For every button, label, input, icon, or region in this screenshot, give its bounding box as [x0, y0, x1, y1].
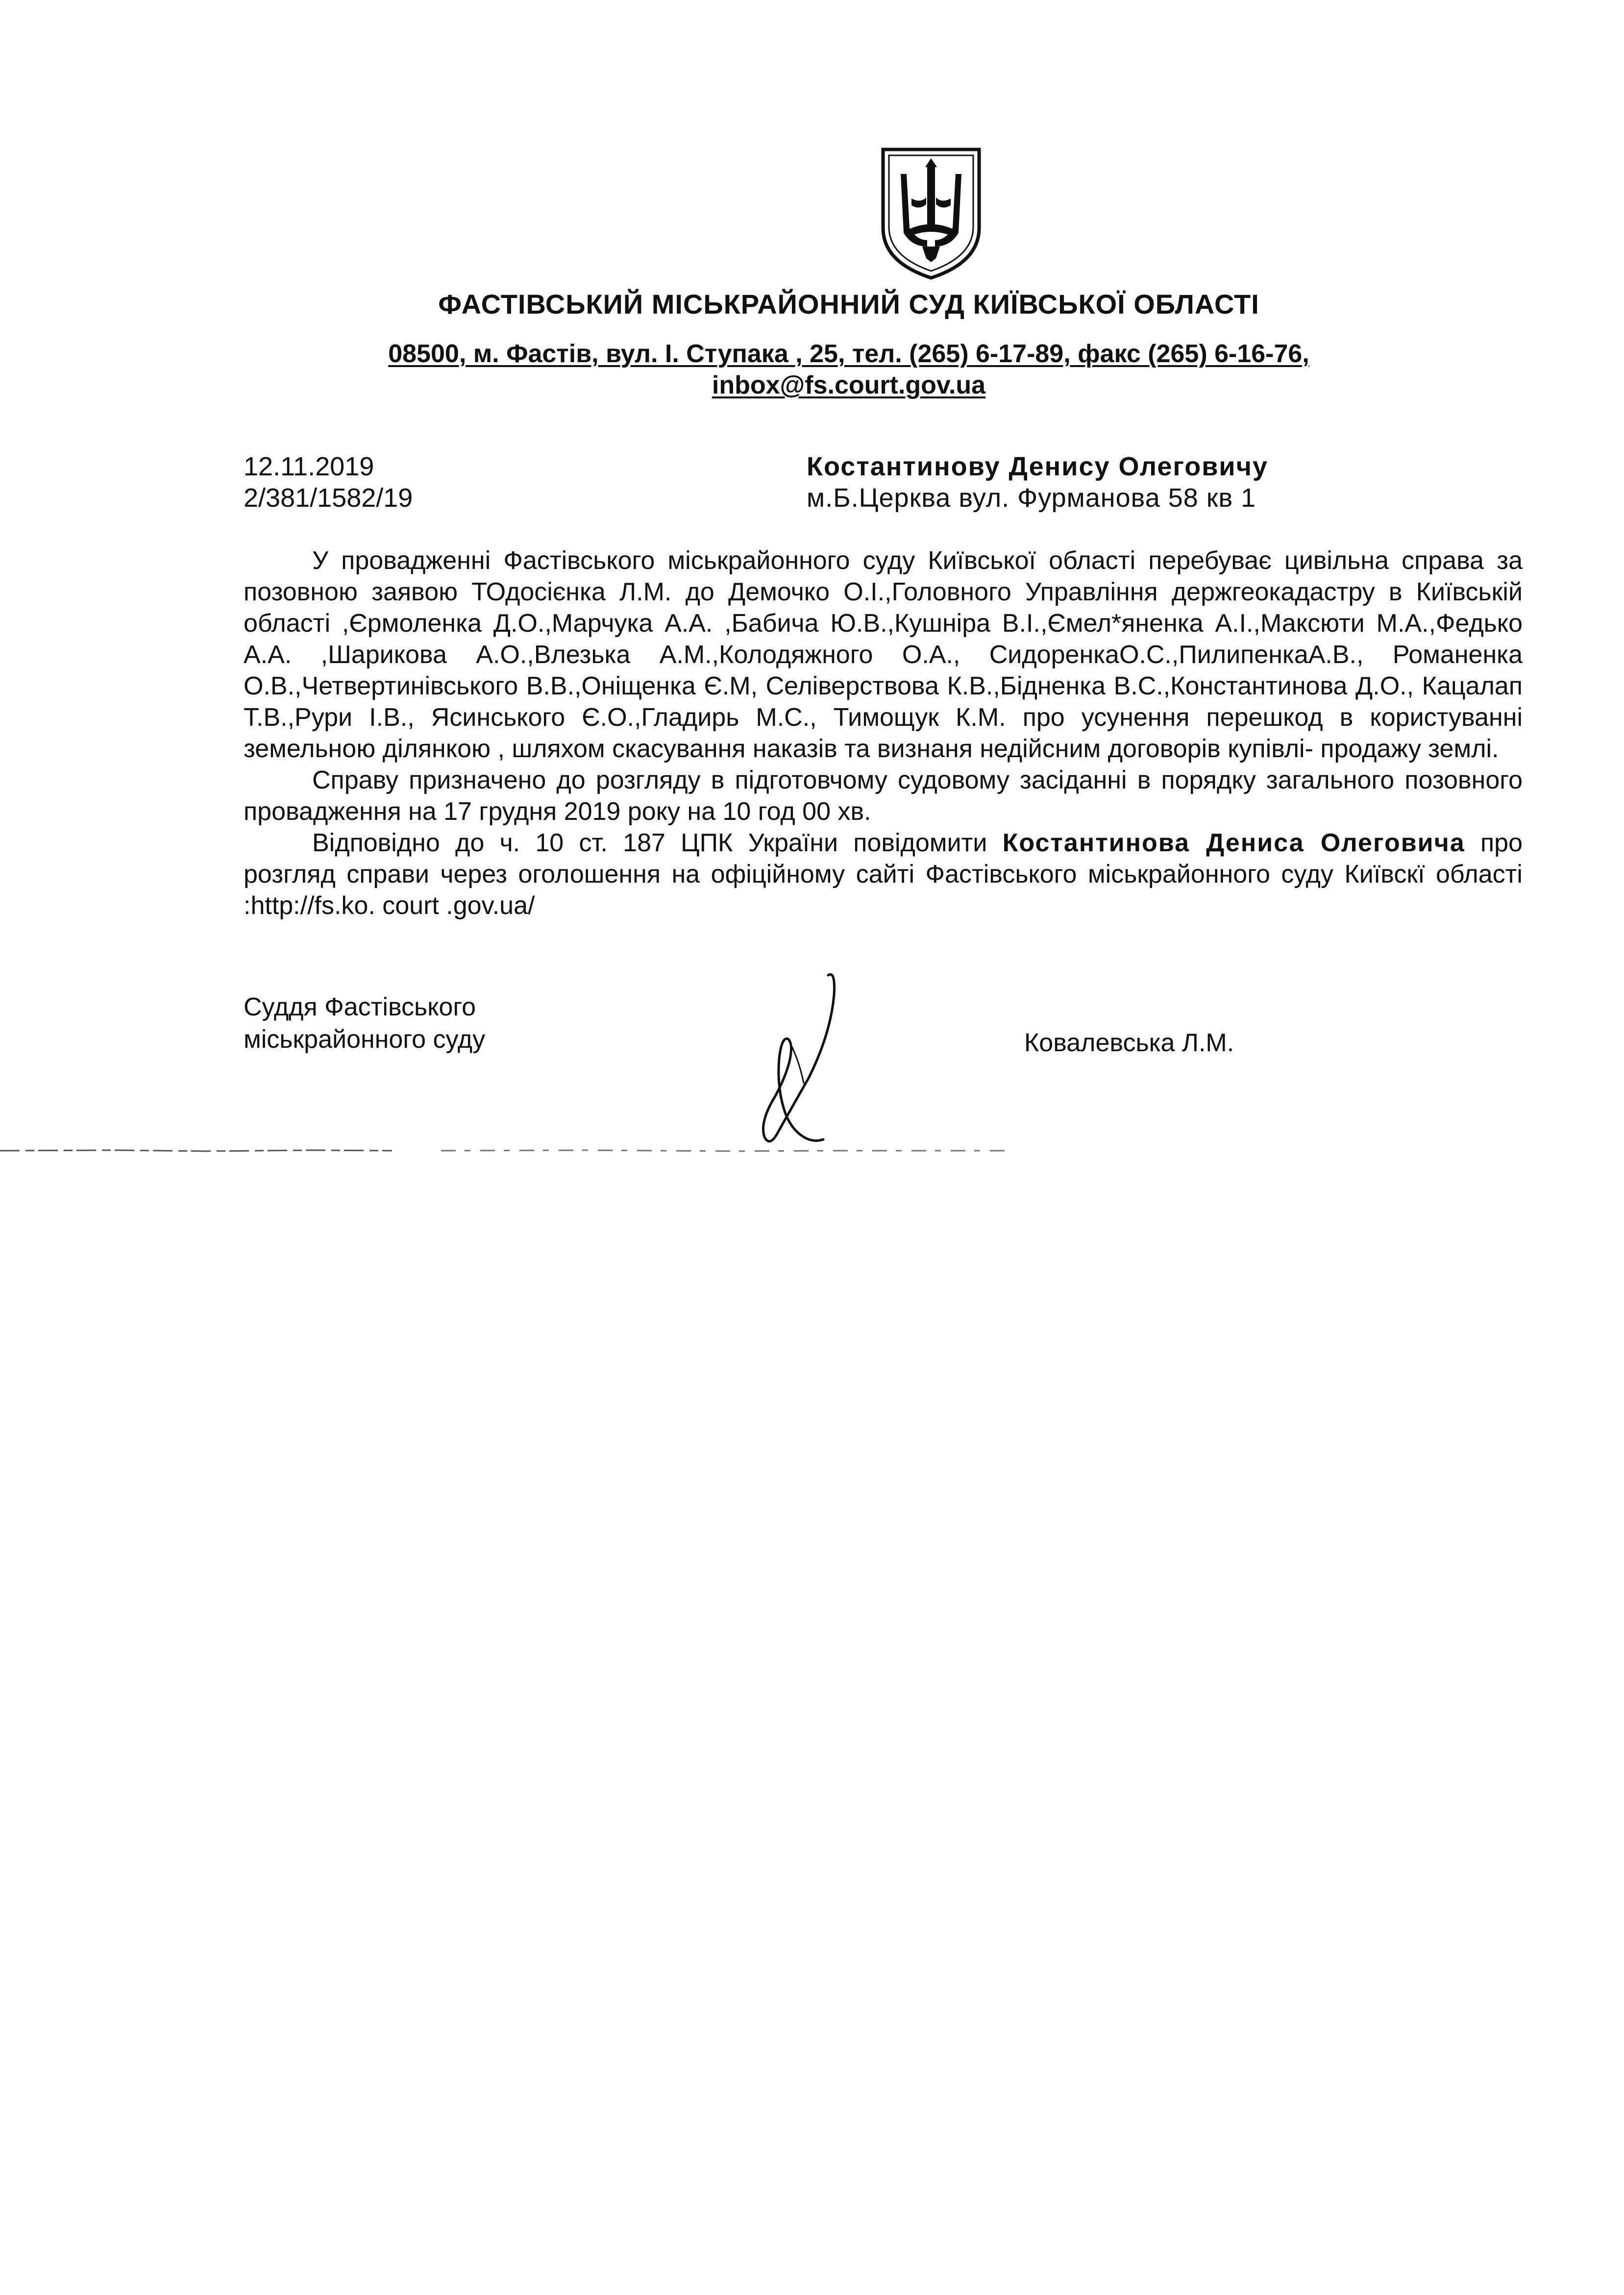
letter-meta [244, 451, 413, 514]
notification-text-end: про розгляд справи через оголошення на офіційному сайті Фастівського міськрайонного суду Київскї області :http://fs.ko. court .gov.ua/ [244, 829, 1523, 920]
notification-text-start: Відповідно до ч. 10 ст. 187 ЦПК України повідомити [312, 829, 1003, 857]
court-name-heading: ФАСТІВСЬКИЙ МІСЬКРАЙОННИЙ СУД КИЇВСЬКОЇ ОБЛАСТІ [438, 289, 1259, 320]
letter-body [244, 545, 1523, 921]
hearing-schedule-paragraph: Справу призначено до розгляду в підготовчому судовому засіданні в порядку загального позовного провадження на 17 грудня 2019 року на 10 год 00 хв. [244, 766, 1523, 826]
judge-name: Ковалевська Л.М. [1024, 1029, 1234, 1057]
judge-title [244, 991, 485, 1056]
judge-title-line2: міськрайонного суду [244, 1025, 486, 1054]
defendant-name: Костантинова Дениса Олеговича [1002, 829, 1465, 857]
court-contacts [0, 338, 1624, 401]
case-reference-number: 2/381/1582/19 [244, 483, 413, 513]
notification-paragraph [244, 827, 1523, 921]
recipient-address: м.Б.Церква вул. Фурманова 58 кв 1 [807, 483, 1256, 513]
letter-date: 12.11.2019 [244, 452, 374, 481]
recipient-block [807, 451, 1268, 514]
court-address-line: 08500, м. Фастів, вул. І. Ступака , 25, тел. (265) 6-17-89, факс (265) 6-16-76, [388, 340, 1309, 368]
judge-title-line1: Суддя Фастівського [244, 993, 476, 1021]
recipient-name: Костантинову Денису Олеговичу [807, 452, 1268, 481]
court-email-link[interactable]: inbox@fs.court.gov.ua [712, 371, 986, 399]
case-description-paragraph: У провадженні Фастівського міськрайонного суду Київської області перебуває цивільна справа за позовною заявою ТОдосієнка Л.М. до Демочко О.І.,Головного Управління держгеокадастру в Київській області ,Єрмоленка Д.О.,Марчука А.А. ,Бабича Ю.В.,Кушніра В.І.,Ємел*яненка А.І.,Максюти М.А.,Федько А.А. ,Шарикова А.О.,Влезька А.М.,Колодяжного О.А., СидоренкаО.С.,ПилипенкаА.В., Романенка О.В.,Четвертинівського В.В.,Оніщенка Є.М, Селіверствова К.В.,Бідненка В.С.,Константинова Д.О., Кацалап Т.В.,Рури І.В., Ясинського Є.О.,Гладирь М.С., Тимощук К.М. про усунення перешкод в користуванні земельною ділянкою , шляхом скасування наказів та визнаня недійсним договорів купівлі- продажу землі. [244, 546, 1523, 763]
scan-artifact-line [0, 1147, 1009, 1153]
handwritten-signature-icon [730, 965, 858, 1152]
trident-coat-of-arms-icon [877, 145, 985, 282]
